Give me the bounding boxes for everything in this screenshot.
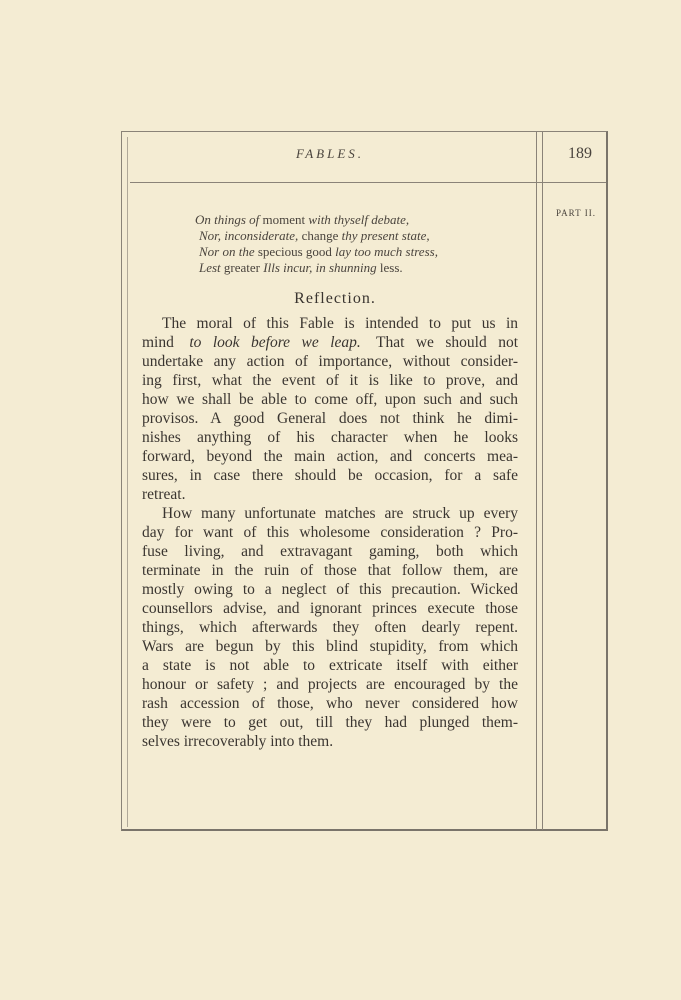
text-line: undertake any action of importance, without consider- — [142, 353, 518, 370]
verse-line-1: On things of moment with thyself debate, — [195, 212, 410, 227]
margin-column-rule-inner — [536, 131, 537, 830]
text-line: ing first, what the event of it is like to prove, and — [142, 372, 518, 389]
text-line: honour or safety ; and projects are encouraged by the — [142, 676, 518, 693]
text-line: they were to get out, till they had plunged them- — [142, 714, 518, 731]
text-line: rash accession of those, who never considered how — [142, 695, 518, 712]
text-line: selves irrecoverably into them. — [142, 733, 334, 750]
text-line: terminate in the ruin of those that follow them, are — [142, 562, 518, 579]
verse-block — [195, 212, 495, 276]
text-line: The moral of this Fable is intended to put us in — [162, 315, 518, 332]
body-text — [142, 314, 518, 751]
inner-left-rule — [127, 137, 128, 827]
text-line: a state is not able to extricate itself with either — [142, 657, 518, 674]
verse-line-3: Nor on the specious good lay too much stress, — [199, 244, 438, 259]
text-line: fuse living, and extravagant gaming, both which — [142, 543, 518, 560]
verse-line-2: Nor, inconsiderate, change thy present state, — [199, 228, 430, 243]
text-line: things, which afterwards they often dearly repent. — [142, 619, 518, 636]
text-line: nishes anything of his character when he looks — [142, 429, 518, 446]
header-rule — [130, 182, 606, 183]
text-line: how we shall be able to come off, upon such and such — [142, 391, 518, 408]
verse-line-4: Lest greater Ills incur, in shunning less. — [199, 260, 403, 275]
text-line: forward, beyond the main action, and concerts mea- — [142, 448, 518, 465]
section-heading: Reflection. — [294, 290, 376, 307]
text-line: sures, in case there should be occasion, for a safe — [142, 467, 518, 484]
text-line: counsellors advise, and ignorant princes execute those — [142, 600, 518, 617]
text-line: mind to look before we leap. That we should not — [142, 334, 519, 351]
text-line: provisos. A good General does not think he dimi- — [142, 410, 518, 427]
side-note: PART II. — [556, 208, 596, 218]
page-number: 189 — [568, 145, 592, 162]
text-line: retreat. — [142, 486, 186, 503]
text-line: mostly owing to a neglect of this precaution. Wicked — [142, 581, 518, 598]
text-line: day for want of this wholesome consideration ? Pro- — [142, 524, 518, 541]
text-line: How many unfortunate matches are struck up every — [162, 505, 518, 522]
text-line: Wars are begun by this blind stupidity, from which — [142, 638, 518, 655]
running-title: FABLES. — [295, 146, 365, 161]
margin-column-rule-outer — [542, 131, 543, 830]
